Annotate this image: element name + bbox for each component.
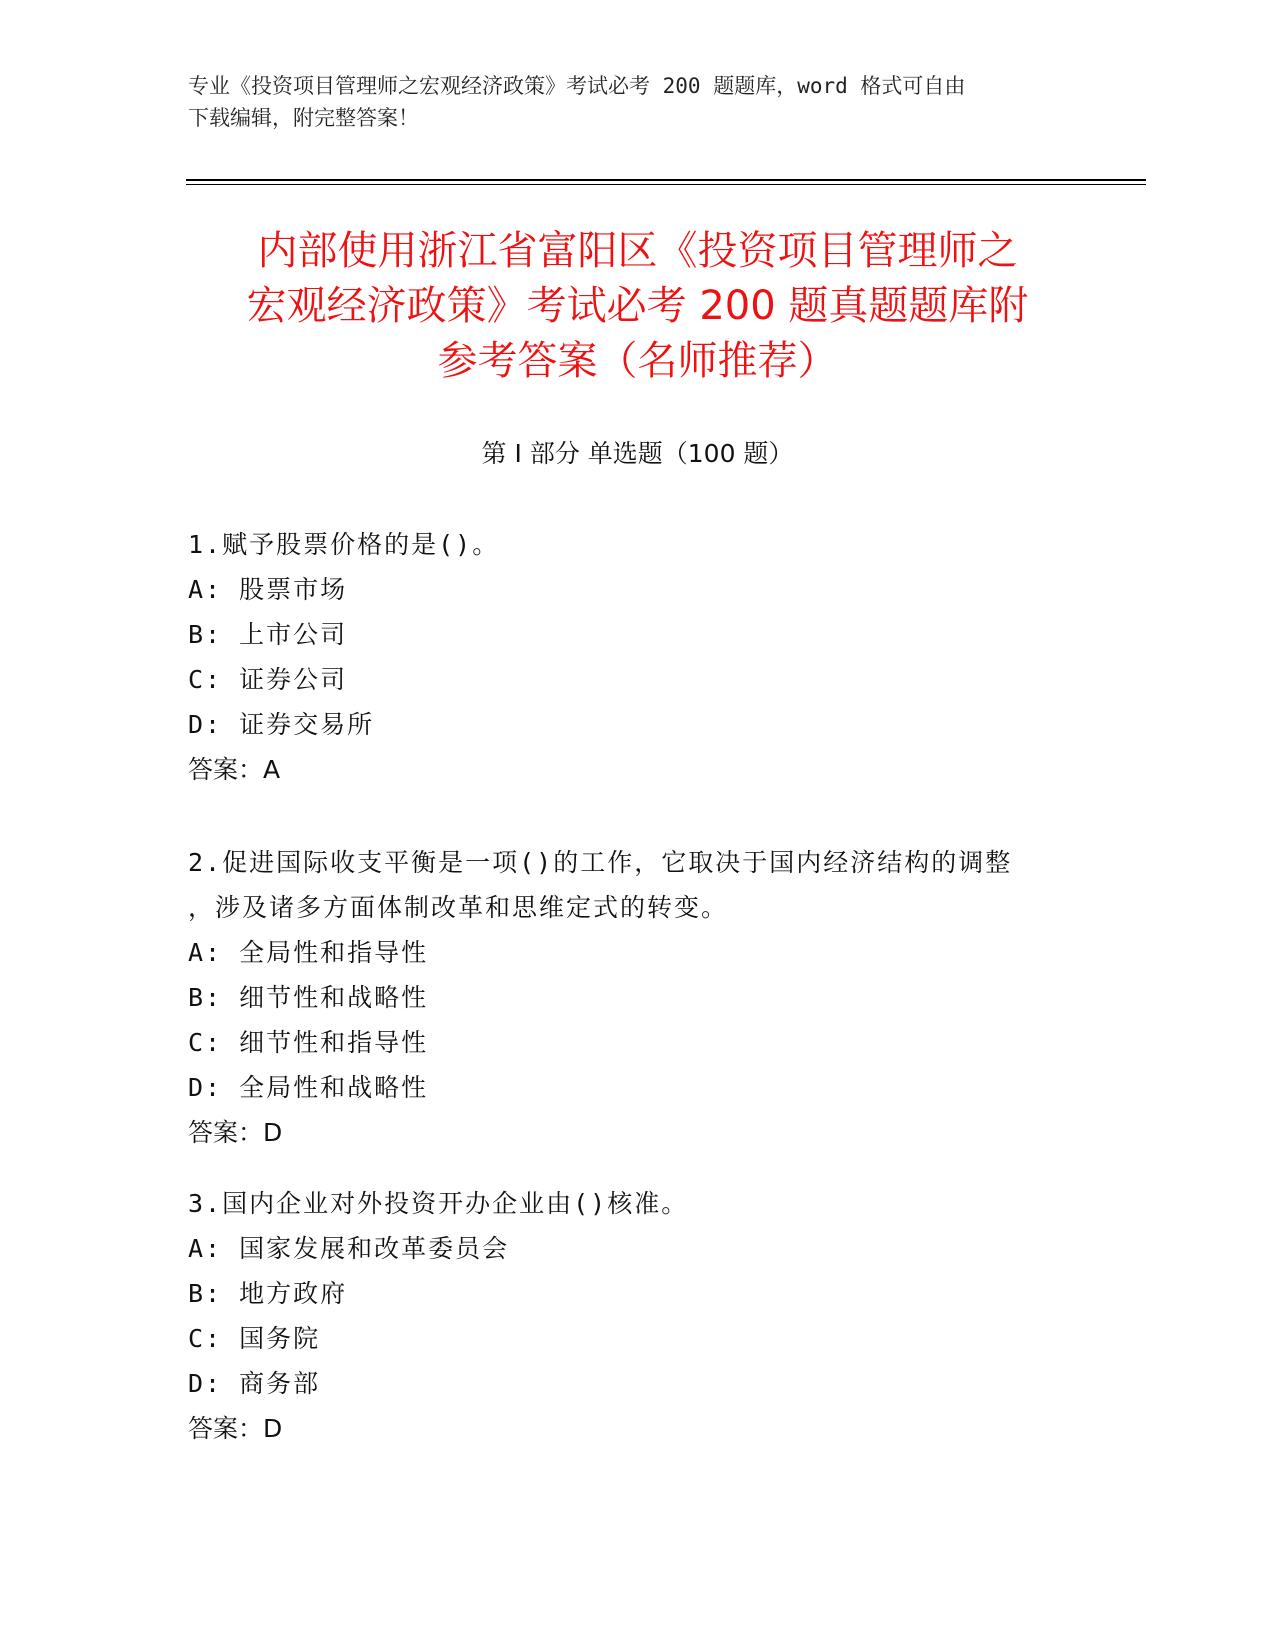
option-c: C: 国务院	[188, 1324, 321, 1353]
document-title	[120, 224, 1155, 389]
header-rule-thick	[186, 179, 1146, 181]
option-b: B: 地方政府	[188, 1279, 348, 1308]
answer-line: 答案：D	[188, 1118, 283, 1147]
question-1	[188, 522, 1088, 792]
header-line-1: 专业《投资项目管理师之宏观经济政策》考试必考 200 题题库，word 格式可自由	[188, 74, 966, 98]
question-stem: 2.促进国际收支平衡是一项()的工作，它取决于国内经济结构的调整	[188, 848, 1013, 877]
option-b: B: 细节性和战略性	[188, 983, 429, 1012]
option-a: A: 国家发展和改革委员会	[188, 1234, 510, 1263]
answer-line: 答案：A	[188, 755, 281, 784]
title-line-2: 宏观经济政策》考试必考 200 题真题题库附	[246, 283, 1029, 329]
section-title: 第 I 部分 单选题（100 题）	[481, 439, 794, 468]
document-header	[188, 70, 1088, 134]
option-d: D: 证券交易所	[188, 710, 375, 739]
question-2	[188, 840, 1088, 1155]
option-c: C: 证券公司	[188, 665, 348, 694]
header-rule-thin	[186, 184, 1146, 185]
option-b: B: 上市公司	[188, 620, 348, 649]
option-a: A: 全局性和指导性	[188, 938, 429, 967]
question-stem: 3.国内企业对外投资开办企业由()核准。	[188, 1189, 689, 1218]
header-line-2: 下载编辑，附完整答案！	[188, 106, 419, 130]
option-a: A: 股票市场	[188, 575, 348, 604]
question-stem: 1.赋予股票价格的是()。	[188, 530, 500, 559]
answer-line: 答案：D	[188, 1414, 283, 1443]
option-c: C: 细节性和指导性	[188, 1028, 429, 1057]
option-d: D: 商务部	[188, 1369, 321, 1398]
question-stem-continued: ，涉及诸多方面体制改革和思维定式的转变。	[188, 893, 729, 922]
title-line-3: 参考答案（名师推荐）	[437, 338, 838, 384]
title-line-1: 内部使用浙江省富阳区《投资项目管理师之	[257, 228, 1018, 274]
option-d: D: 全局性和战略性	[188, 1073, 429, 1102]
question-3	[188, 1181, 1088, 1451]
